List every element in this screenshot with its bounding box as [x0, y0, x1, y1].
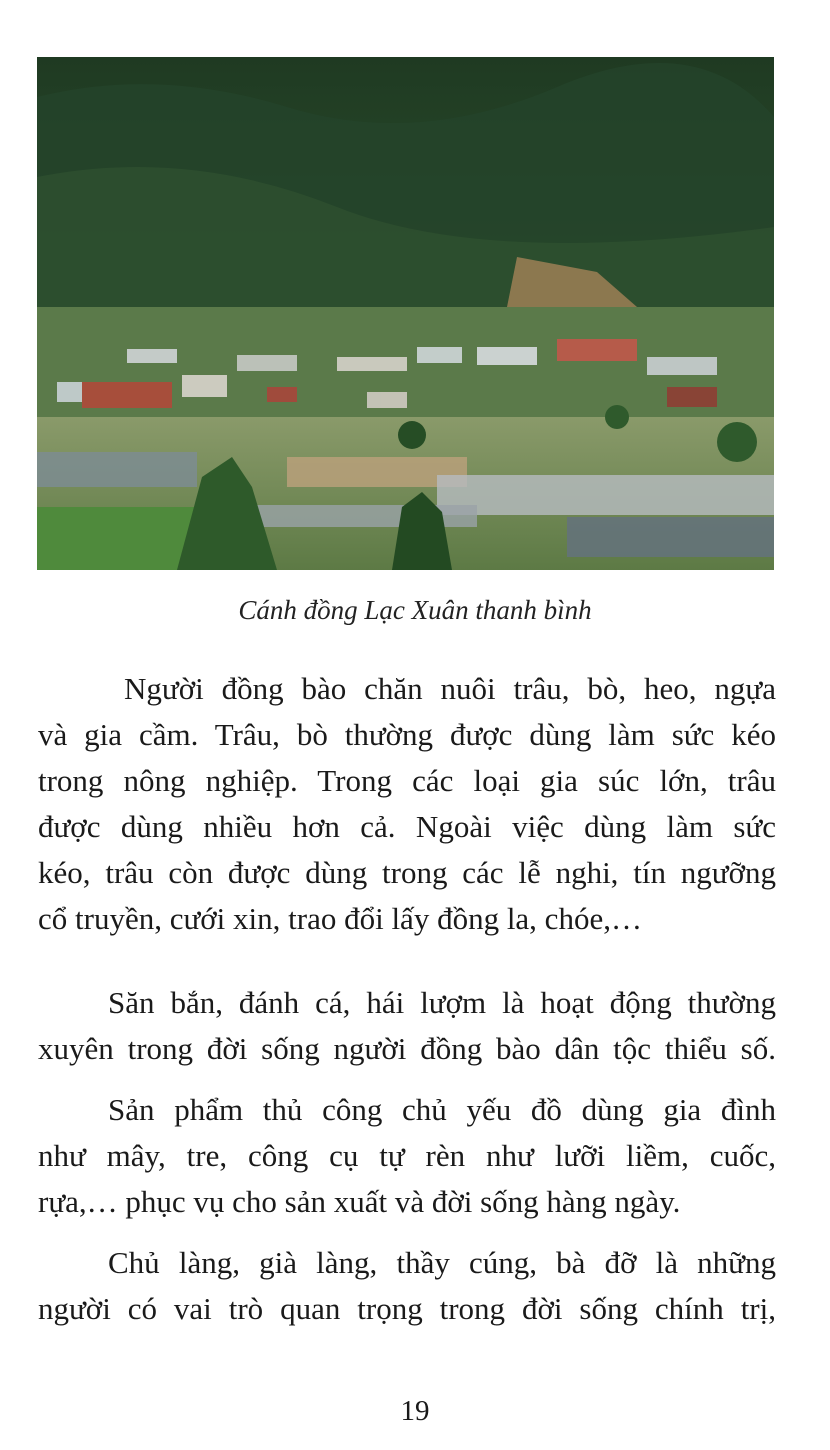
figure-caption: Cánh đồng Lạc Xuân thanh bình	[238, 595, 592, 625]
text-line: cổ truyền, cưới xin, trao đổi lấy đồng la, chóe,…	[38, 901, 642, 936]
text-line: Người đồng bào chăn nuôi trâu, bò, heo, ngựa	[124, 671, 776, 706]
text-line: kéo, trâu còn được dùng trong các lễ nghi, tín ngưỡng	[38, 855, 776, 890]
valley-village-illustration	[37, 57, 774, 570]
text-line: rựa,… phục vụ cho sản xuất và đời sống hàng ngày.	[38, 1184, 681, 1219]
text-line: người có vai trò quan trọng trong đời sống chính trị,	[38, 1291, 776, 1326]
paragraph-village-leaders	[38, 1240, 776, 1332]
text-line: trong nông nghiệp. Trong các loại gia súc lớn, trâu	[38, 763, 776, 798]
text-line: và gia cầm. Trâu, bò thường được dùng làm sức kéo	[38, 717, 776, 752]
landscape-photo	[37, 57, 774, 570]
paragraph-livestock	[38, 666, 776, 942]
page-number: 19	[400, 1395, 430, 1427]
text-line: Chủ làng, già làng, thầy cúng, bà đỡ là những	[108, 1245, 776, 1280]
text-line: Sản phẩm thủ công chủ yếu đồ dùng gia đình	[108, 1092, 776, 1127]
text-line: Săn bắn, đánh cá, hái lượm là hoạt động thường	[108, 985, 776, 1020]
paragraph-hunting	[38, 980, 776, 1072]
paragraph-handicrafts	[38, 1087, 776, 1225]
text-line: như mây, tre, công cụ tự rèn như lưỡi liềm, cuốc,	[38, 1138, 776, 1173]
text-line: được dùng nhiều hơn cả. Ngoài việc dùng làm sức	[38, 809, 776, 844]
text-line: xuyên trong đời sống người đồng bào dân tộc thiểu số.	[38, 1031, 776, 1066]
